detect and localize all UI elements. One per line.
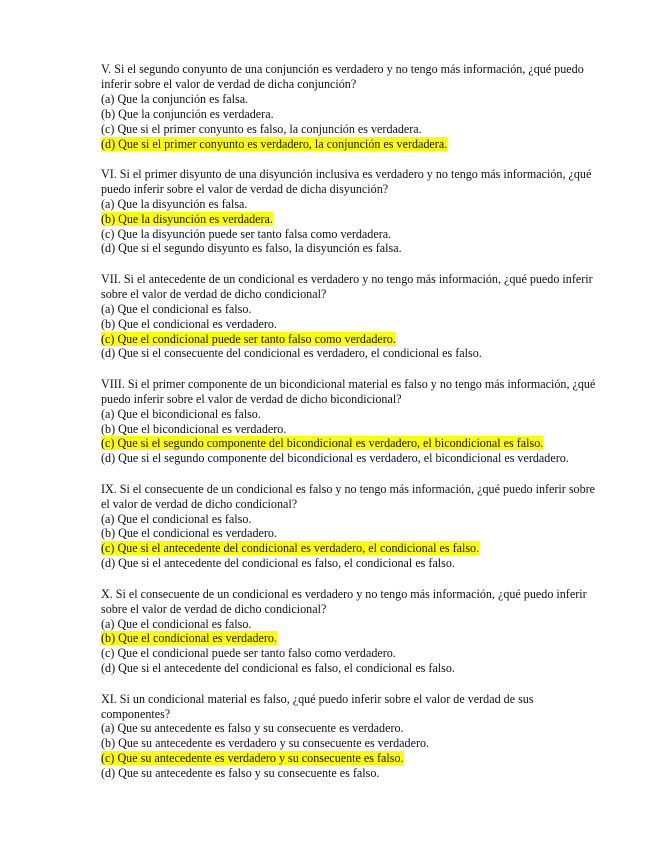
answer-option [101,107,601,122]
question-prompt: VI. Si el primer disyunto de una disyunción inclusiva es verdadero y no tengo más información, ¿qué puedo inferir sobre el valor de verdad de dicha disyunción? [101,166,592,196]
answer-option [101,122,601,137]
answer-option [101,766,601,781]
answer-text: (a) Que el bicondicional es falso. [101,406,261,421]
answer-text: (a) Que el condicional es falso. [101,301,252,316]
answer-option [101,541,601,556]
highlighted-answer-text: (b) Que el condicional es verdadero. [101,631,277,646]
answer-option [101,646,601,661]
question-block [101,272,601,361]
answer-text: (c) Que la disyunción puede ser tanto falsa como verdadera. [101,226,392,241]
question-prompt: X. Si el consecuente de un condicional es verdadero y no tengo más información, ¿qué puedo inferir sobre el valor de verdad de dicho condicional? [101,586,587,616]
answer-option [101,407,601,422]
answer-option [101,332,601,347]
answer-option [101,227,601,242]
highlighted-answer-text: (c) Que el condicional puede ser tanto falso como verdadero. [101,331,396,346]
question-block [101,587,601,676]
answer-option [101,302,601,317]
question-prompt: VII. Si el antecedente de un condicional es verdadero y no tengo más información, ¿qué puedo inferir sobre el valor de verdad de dicho condicional? [101,271,593,301]
answer-text: (d) Que si el antecedente del condicional es falso, el condicional es falso. [101,661,455,676]
answer-option [101,346,601,361]
answer-text: (b) Que la conjunción es verdadera. [101,106,274,121]
answer-option [101,197,601,212]
question-block [101,692,601,781]
answer-option [101,721,601,736]
answer-text: (b) Que su antecedente es verdadero y su consecuente es verdadero. [101,736,430,751]
answer-option [101,617,601,632]
answer-option [101,451,601,466]
answer-text: (d) Que si el segundo disyunto es falso, la disyunción es falsa. [101,241,402,256]
answer-option [101,661,601,676]
answer-option [101,526,601,541]
answer-text: (b) Que el condicional es verdadero. [101,316,277,331]
answer-text: (a) Que la disyunción es falsa. [101,196,248,211]
answer-option [101,556,601,571]
answer-text: (b) Que el condicional es verdadero. [101,526,277,541]
highlighted-answer-text: (c) Que si el segundo componente del bicondicional es verdadero, el bicondicional es falso. [101,436,544,451]
answer-text: (a) Que su antecedente es falso y su consecuente es verdadero. [101,721,404,736]
question-block [101,167,601,256]
answer-text: (d) Que si el segundo componente del bicondicional es verdadero, el bicondicional es verdadero. [101,451,569,466]
answer-option [101,631,601,646]
document-body [101,62,601,797]
answer-option [101,212,601,227]
question-block [101,62,601,151]
answer-option [101,241,601,256]
question-block [101,377,601,466]
answer-text: (d) Que si el antecedente del condicional es falso, el condicional es falso. [101,556,455,571]
answer-option [101,317,601,332]
answer-option [101,422,601,437]
answer-text: (d) Que su antecedente es falso y su consecuente es falso. [101,766,380,781]
answer-option [101,736,601,751]
answer-option [101,512,601,527]
answer-text: (a) Que el condicional es falso. [101,616,252,631]
answer-option [101,137,601,152]
highlighted-answer-text: (c) Que si el antecedente del condicional es verdadero, el condicional es falso. [101,541,480,556]
answer-option [101,436,601,451]
highlighted-answer-text: (c) Que su antecedente es verdadero y su consecuente es falso. [101,751,404,766]
highlighted-answer-text: (d) Que si el primer conyunto es verdadero, la conjunción es verdadera. [101,136,448,151]
answer-option [101,751,601,766]
answer-text: (c) Que si el primer conyunto es falso, la conjunción es verdadera. [101,121,422,136]
answer-text: (c) Que el condicional puede ser tanto falso como verdadero. [101,646,396,661]
answer-text: (b) Que el bicondicional es verdadero. [101,421,287,436]
question-prompt: XI. Si un condicional material es falso, ¿qué puedo inferir sobre el valor de verdad de sus componentes? [101,691,534,721]
highlighted-answer-text: (b) Que la disyunción es verdadera. [101,211,273,226]
question-block [101,482,601,571]
question-prompt: V. Si el segundo conyunto de una conjunción es verdadero y no tengo más información, ¿qué puedo inferir sobre el valor de verdad de dicha conjunción? [101,62,584,91]
answer-text: (d) Que si el consecuente del condicional es verdadero, el condicional es falso. [101,346,482,361]
answer-text: (a) Que la conjunción es falsa. [101,91,249,106]
answer-text: (a) Que el condicional es falso. [101,511,252,526]
question-prompt: VIII. Si el primer componente de un bicondicional material es falso y no tengo más información, ¿qué puedo inferir sobre el valor de verdad de dicho bicondicional? [101,376,596,406]
question-prompt: IX. Si el consecuente de un condicional es falso y no tengo más información, ¿qué puedo inferir sobre el valor de verdad de dicho condicional? [101,481,596,511]
answer-option [101,92,601,107]
